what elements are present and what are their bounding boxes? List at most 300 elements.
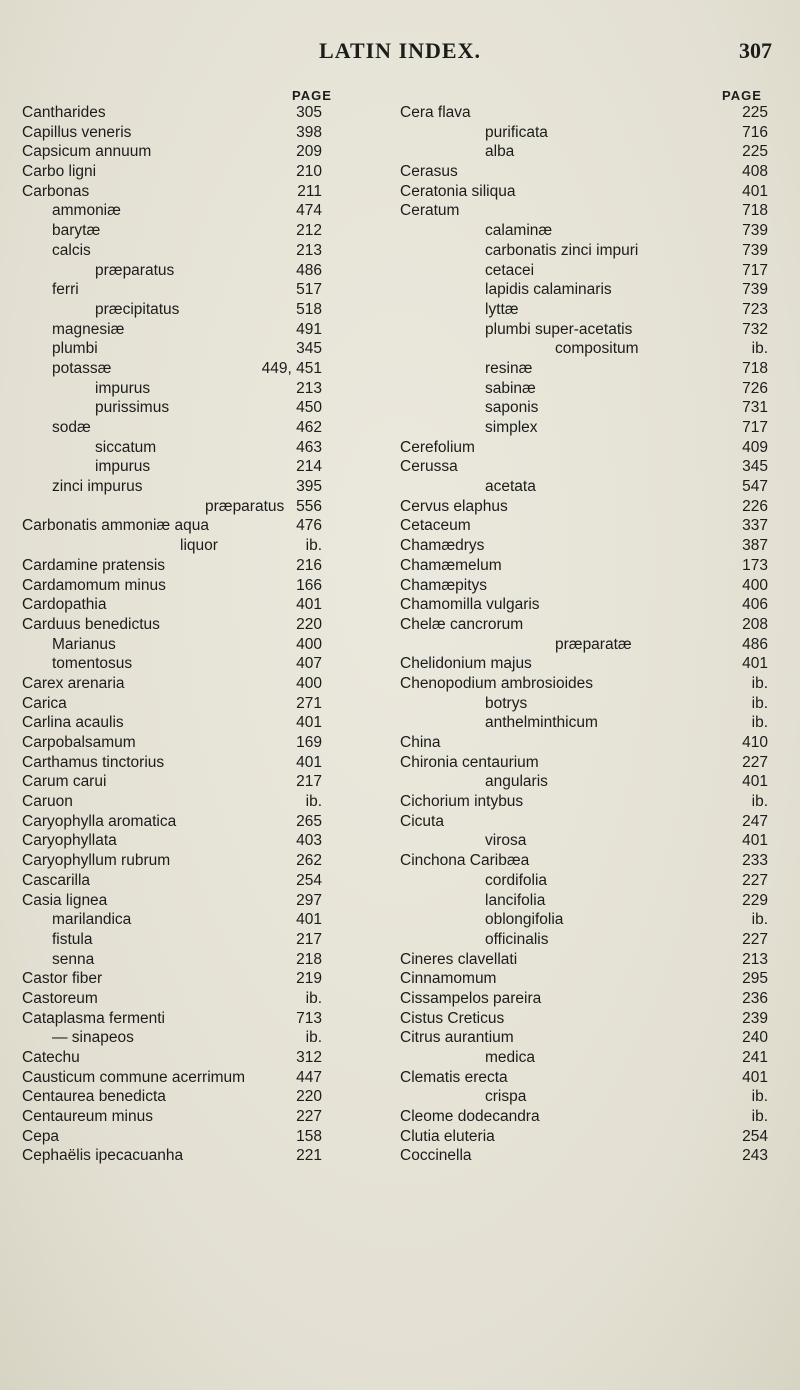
index-page-ref: 474 — [296, 202, 322, 220]
index-entry — [0, 851, 400, 871]
index-entry — [0, 201, 400, 221]
index-term: Cerussa — [400, 458, 458, 476]
index-term: Cephaëlis ipecacuanha — [22, 1147, 184, 1165]
index-entry — [400, 123, 800, 143]
index-term: Centaureum minus — [22, 1108, 153, 1126]
index-entry — [0, 1009, 400, 1029]
index-page-ref: 220 — [296, 615, 322, 633]
index-page-ref: 556 — [296, 497, 322, 515]
index-page-ref: 462 — [296, 419, 322, 436]
index-term: Carduus benedictus — [22, 615, 160, 633]
index-page-ref: 403 — [296, 832, 322, 850]
index-entry — [400, 280, 800, 300]
index-page-ref: 407 — [296, 655, 322, 673]
index-entry — [400, 910, 800, 930]
index-entry — [0, 438, 400, 458]
index-term: Carbonatis ammoniæ aqua — [22, 517, 209, 535]
index-term: Chamæmelum — [400, 556, 502, 574]
index-term: lapidis calaminaris — [485, 281, 612, 299]
index-page-ref: 211 — [297, 182, 322, 200]
index-term: China — [400, 734, 441, 751]
index-term: lancifolia — [485, 891, 546, 909]
index-page-ref: 209 — [296, 143, 322, 161]
index-entry — [0, 379, 400, 399]
index-term: potassæ — [52, 359, 112, 377]
index-entry — [400, 871, 800, 891]
index-entry — [400, 359, 800, 379]
index-page-ref: 717 — [742, 261, 768, 279]
index-entry — [400, 1028, 800, 1048]
index-entry — [400, 694, 800, 714]
index-page-ref: 213 — [742, 950, 768, 968]
index-page-ref: 401 — [296, 714, 322, 732]
index-entry — [0, 182, 400, 202]
index-page-ref: ib. — [751, 694, 768, 712]
index-term: Cataplasma fermenti — [22, 1009, 166, 1027]
index-term: Cicuta — [400, 812, 444, 830]
index-term: præcipitatus — [95, 300, 180, 318]
index-entry — [0, 477, 400, 497]
index-entry — [400, 516, 800, 536]
index-page-ref: 406 — [742, 596, 768, 614]
index-entry — [400, 950, 800, 970]
index-page-ref: 732 — [742, 320, 768, 338]
index-term: Coccinella — [400, 1147, 472, 1165]
index-page-ref: 227 — [742, 871, 768, 889]
index-entry — [0, 654, 400, 674]
index-entry — [0, 930, 400, 950]
index-term: plumbi — [52, 340, 98, 358]
index-term: Clematis erecta — [400, 1068, 508, 1086]
index-entry — [0, 595, 400, 615]
index-term: zinci impurus — [52, 478, 143, 496]
index-page-ref: 158 — [296, 1127, 322, 1145]
index-term: Caryophyllata — [22, 832, 117, 850]
index-page-ref: 229 — [742, 891, 768, 909]
index-term: Cerefolium — [400, 438, 475, 456]
index-entry — [0, 398, 400, 418]
index-entry — [0, 418, 400, 438]
index-term: simplex — [485, 419, 538, 436]
index-term: crispa — [485, 1088, 527, 1106]
index-page-ref: 716 — [742, 123, 768, 141]
index-term: compositum — [555, 340, 639, 358]
index-term: Carex arenaria — [22, 674, 125, 692]
index-entry — [400, 733, 800, 753]
index-entry — [0, 359, 400, 379]
index-term: Carlina acaulis — [22, 714, 124, 732]
index-entry — [0, 142, 400, 162]
index-term: Centaurea benedicta — [22, 1088, 166, 1106]
index-page-ref: 518 — [296, 300, 322, 318]
index-page-ref: 739 — [742, 281, 768, 299]
index-term: Clutia eluteria — [400, 1127, 495, 1145]
index-entry — [0, 635, 400, 655]
left-index-column — [0, 103, 400, 1166]
index-entry — [0, 300, 400, 320]
index-term: anthelminthicum — [485, 714, 598, 732]
index-page-ref: 726 — [742, 379, 768, 397]
index-entry — [0, 280, 400, 300]
index-term: Casia lignea — [22, 891, 108, 909]
index-entry — [400, 615, 800, 635]
index-entry — [0, 733, 400, 753]
index-entry — [0, 221, 400, 241]
index-term: Capsicum annuum — [22, 143, 152, 161]
index-page-ref: 214 — [296, 458, 322, 476]
index-entry — [400, 851, 800, 871]
index-page-ref: 517 — [296, 281, 322, 299]
index-page-ref: 345 — [742, 458, 768, 476]
index-term: præparatæ — [555, 635, 632, 653]
index-page-ref: 216 — [296, 556, 322, 574]
index-page-ref: 218 — [296, 950, 322, 968]
index-page-ref: 731 — [742, 399, 768, 417]
index-term: sodæ — [52, 419, 91, 436]
index-page-ref: 401 — [742, 773, 768, 791]
index-term: Chelidonium majus — [400, 655, 532, 673]
index-page-ref: 463 — [296, 438, 322, 456]
index-term: Chelæ cancrorum — [400, 615, 524, 633]
index-term: ammoniæ — [52, 202, 121, 220]
index-page-ref: 717 — [742, 419, 768, 436]
index-entry — [0, 694, 400, 714]
index-page-ref: 265 — [296, 812, 322, 830]
index-entry — [400, 497, 800, 517]
index-entry — [400, 891, 800, 911]
index-page-ref: 398 — [296, 123, 322, 141]
index-entry — [0, 753, 400, 773]
index-term: angularis — [485, 773, 548, 791]
index-page-ref: 173 — [742, 556, 768, 574]
index-entry — [0, 772, 400, 792]
index-entry — [400, 457, 800, 477]
index-entry — [400, 379, 800, 399]
right-index-column — [400, 103, 800, 1166]
index-term: Cascarilla — [22, 871, 91, 889]
index-term: calaminæ — [485, 222, 553, 240]
index-entry — [0, 1068, 400, 1088]
index-page-ref: 208 — [742, 615, 768, 633]
index-entry — [0, 457, 400, 477]
index-entry — [0, 1107, 400, 1127]
index-entry — [0, 1048, 400, 1068]
index-entry — [400, 300, 800, 320]
index-page-ref: 718 — [742, 202, 768, 220]
index-entry — [0, 516, 400, 536]
index-entry — [400, 1127, 800, 1147]
index-entry — [0, 1127, 400, 1147]
index-page-ref: 233 — [742, 852, 768, 870]
index-term: Carica — [22, 694, 67, 712]
index-page-ref: 723 — [742, 300, 768, 318]
index-term: Cerasus — [400, 163, 458, 181]
index-page-ref: 262 — [296, 852, 322, 870]
index-term: Cetaceum — [400, 517, 471, 535]
index-term: Castor fiber — [22, 970, 103, 988]
index-page-ref: ib. — [305, 1029, 322, 1047]
index-entry — [400, 339, 800, 359]
index-term: fistula — [52, 930, 93, 948]
index-page-ref: ib. — [751, 674, 768, 692]
index-page-ref: 217 — [296, 930, 322, 948]
index-page-ref: 450 — [296, 399, 322, 417]
index-page-ref: 401 — [296, 753, 322, 771]
index-entry — [400, 201, 800, 221]
page-header — [0, 38, 800, 68]
index-entry — [400, 398, 800, 418]
index-page-ref: 227 — [742, 930, 768, 948]
index-page-ref: 408 — [742, 163, 768, 181]
index-term: Cistus Creticus — [400, 1009, 505, 1027]
index-page-ref: 227 — [742, 753, 768, 771]
index-entry — [400, 969, 800, 989]
index-entry — [0, 910, 400, 930]
index-term: Cinnamomum — [400, 970, 497, 988]
index-entry — [400, 162, 800, 182]
index-entry — [0, 950, 400, 970]
index-entry — [400, 753, 800, 773]
index-term: impurus — [95, 379, 151, 397]
index-entry — [400, 320, 800, 340]
index-page-ref: 401 — [742, 832, 768, 850]
index-term: Cleome dodecandra — [400, 1108, 540, 1126]
index-page-ref: 491 — [296, 320, 322, 338]
index-entry — [400, 556, 800, 576]
index-term: Marianus — [52, 635, 116, 653]
index-page-ref: 400 — [742, 576, 768, 594]
index-page-ref: ib. — [751, 793, 768, 811]
index-entry — [400, 1048, 800, 1068]
index-entry — [0, 576, 400, 596]
index-entry — [400, 1146, 800, 1166]
index-term: Capillus veneris — [22, 123, 132, 141]
index-entry — [0, 1028, 400, 1048]
index-page-ref: 400 — [296, 674, 322, 692]
index-entry — [0, 969, 400, 989]
index-page-ref: 239 — [742, 1009, 768, 1027]
index-page-ref: 241 — [742, 1049, 768, 1066]
index-term: purissimus — [95, 399, 170, 417]
index-page-ref: 219 — [296, 970, 322, 988]
index-page-ref: ib. — [751, 911, 768, 929]
index-term: Chamomilla vulgaris — [400, 596, 540, 614]
index-page-ref: 401 — [296, 596, 322, 614]
index-entry — [400, 792, 800, 812]
index-page-ref: 486 — [296, 261, 322, 279]
index-entry — [400, 831, 800, 851]
index-entry — [0, 713, 400, 733]
index-page-ref: ib. — [305, 793, 322, 811]
index-page-ref: 713 — [296, 1009, 322, 1027]
index-page-ref: 295 — [742, 970, 768, 988]
index-term: medica — [485, 1049, 535, 1066]
index-page-ref: 739 — [742, 222, 768, 240]
index-page-ref: 220 — [296, 1088, 322, 1106]
index-term: Cichorium intybus — [400, 793, 524, 811]
index-term: Cinchona Caribæa — [400, 852, 530, 870]
index-term: Castoreum — [22, 989, 98, 1007]
index-term: Ceratum — [400, 202, 460, 220]
index-page-ref: 227 — [296, 1108, 322, 1126]
index-term: marilandica — [52, 911, 132, 929]
index-term: tomentosus — [52, 655, 133, 673]
index-entry — [0, 320, 400, 340]
index-page-ref: ib. — [751, 714, 768, 732]
index-entry — [400, 1087, 800, 1107]
index-entry — [0, 989, 400, 1009]
index-page-ref: 476 — [296, 517, 322, 535]
index-entry — [400, 576, 800, 596]
index-entry — [0, 261, 400, 281]
index-term: Carum carui — [22, 773, 107, 791]
index-page-ref: 166 — [296, 576, 322, 594]
index-page-ref: 401 — [296, 911, 322, 929]
index-page-ref: 213 — [296, 241, 322, 259]
index-entry — [0, 674, 400, 694]
index-term: Carbonas — [22, 182, 90, 200]
index-term: Catechu — [22, 1049, 80, 1066]
index-page-ref: 409 — [742, 438, 768, 456]
index-entry — [0, 812, 400, 832]
index-term: Carbo ligni — [22, 163, 97, 181]
index-term: virosa — [485, 832, 527, 850]
index-page-ref: 225 — [742, 104, 768, 121]
index-page-ref: 236 — [742, 989, 768, 1007]
index-page-ref: 221 — [296, 1147, 322, 1165]
index-entry — [0, 339, 400, 359]
index-page-ref: 217 — [296, 773, 322, 791]
index-entry — [0, 536, 400, 556]
index-entry — [400, 989, 800, 1009]
index-page-ref: 247 — [742, 812, 768, 830]
index-page-ref: 254 — [296, 871, 322, 889]
index-term: cordifolia — [485, 871, 548, 889]
index-entry — [0, 1087, 400, 1107]
index-term: Cardamine pratensis — [22, 556, 166, 574]
index-page-ref: 169 — [296, 734, 322, 751]
index-page-ref: 410 — [742, 734, 768, 751]
index-page-ref: 271 — [296, 694, 322, 712]
index-term: — sinapeos — [52, 1029, 134, 1047]
index-term: acetata — [485, 478, 536, 496]
index-term: præparatus — [95, 261, 175, 279]
index-page-ref: 449, 451 — [261, 359, 322, 377]
index-page-ref: 254 — [742, 1127, 768, 1145]
index-term: cetacei — [485, 261, 535, 279]
index-term: Ceratonia siliqua — [400, 182, 516, 200]
index-term: impurus — [95, 458, 151, 476]
index-term: Carthamus tinctorius — [22, 753, 165, 771]
index-page-ref: 400 — [296, 635, 322, 653]
index-term: oblongifolia — [485, 911, 564, 929]
index-entry — [400, 595, 800, 615]
index-term: plumbi super-acetatis — [485, 320, 633, 338]
index-page-ref: 486 — [742, 635, 768, 653]
index-term: botrys — [485, 694, 528, 712]
index-entry — [400, 536, 800, 556]
index-page-ref: 243 — [742, 1147, 768, 1165]
index-entry — [400, 438, 800, 458]
index-page-ref: ib. — [751, 1088, 768, 1106]
index-entry — [400, 241, 800, 261]
index-term: calcis — [52, 241, 91, 259]
index-term: Caryophylla aromatica — [22, 812, 177, 830]
index-entry — [400, 221, 800, 241]
index-entry — [400, 142, 800, 162]
index-page-ref: 297 — [296, 891, 322, 909]
index-entry — [0, 123, 400, 143]
index-entry — [0, 891, 400, 911]
index-page-ref: 395 — [296, 478, 322, 496]
index-term: Cineres clavellati — [400, 950, 518, 968]
index-entry — [400, 1068, 800, 1088]
index-term: Cissampelos pareira — [400, 989, 542, 1007]
index-term: resinæ — [485, 359, 533, 377]
index-term: Causticum commune acerrimum — [22, 1068, 246, 1086]
index-term: Cardopathia — [22, 596, 107, 614]
index-entry — [0, 241, 400, 261]
index-term: Cervus elaphus — [400, 497, 508, 515]
index-page-ref: 739 — [742, 241, 768, 259]
index-entry — [0, 615, 400, 635]
index-term: Chironia centaurium — [400, 753, 539, 771]
index-page-ref: 345 — [296, 340, 322, 358]
index-term: Chamæpitys — [400, 576, 487, 594]
index-page-ref: 401 — [742, 655, 768, 673]
index-entry — [400, 674, 800, 694]
index-term: Cera flava — [400, 104, 471, 121]
index-entry — [0, 871, 400, 891]
index-page-ref: ib. — [751, 1108, 768, 1126]
index-term: sabinæ — [485, 379, 536, 397]
index-term: Chamædrys — [400, 537, 485, 555]
index-entry — [400, 418, 800, 438]
index-entry — [0, 556, 400, 576]
index-term: officinalis — [485, 930, 549, 948]
index-term: barytæ — [52, 222, 101, 240]
index-term: saponis — [485, 399, 539, 417]
index-term: Citrus aurantium — [400, 1029, 514, 1047]
index-page-ref: ib. — [751, 340, 768, 358]
index-entry — [400, 930, 800, 950]
index-term: Carpobalsamum — [22, 734, 136, 751]
index-term: senna — [52, 950, 95, 968]
index-page-ref: ib. — [305, 989, 322, 1007]
index-page-ref: 312 — [296, 1049, 322, 1066]
index-entry — [400, 635, 800, 655]
index-term: magnesiæ — [52, 320, 125, 338]
index-term: ferri — [52, 281, 79, 299]
index-entry — [400, 654, 800, 674]
index-entry — [400, 477, 800, 497]
index-term: purificata — [485, 123, 548, 141]
index-entry — [0, 1146, 400, 1166]
index-page-ref: 305 — [296, 104, 322, 121]
index-term: Cepa — [22, 1127, 60, 1145]
index-term: carbonatis zinci impuri — [485, 241, 639, 259]
page-title: LATIN INDEX. — [319, 38, 481, 63]
index-term: Cardamomum minus — [22, 576, 166, 594]
index-page-ref: 401 — [742, 182, 768, 200]
index-page-ref: 387 — [742, 537, 768, 555]
index-term: præparatus — [205, 497, 285, 515]
right-column-header: PAGE — [722, 88, 762, 103]
index-entry — [400, 713, 800, 733]
index-page-ref: 447 — [296, 1068, 322, 1086]
index-entry — [0, 792, 400, 812]
index-page-ref: ib. — [305, 537, 322, 555]
